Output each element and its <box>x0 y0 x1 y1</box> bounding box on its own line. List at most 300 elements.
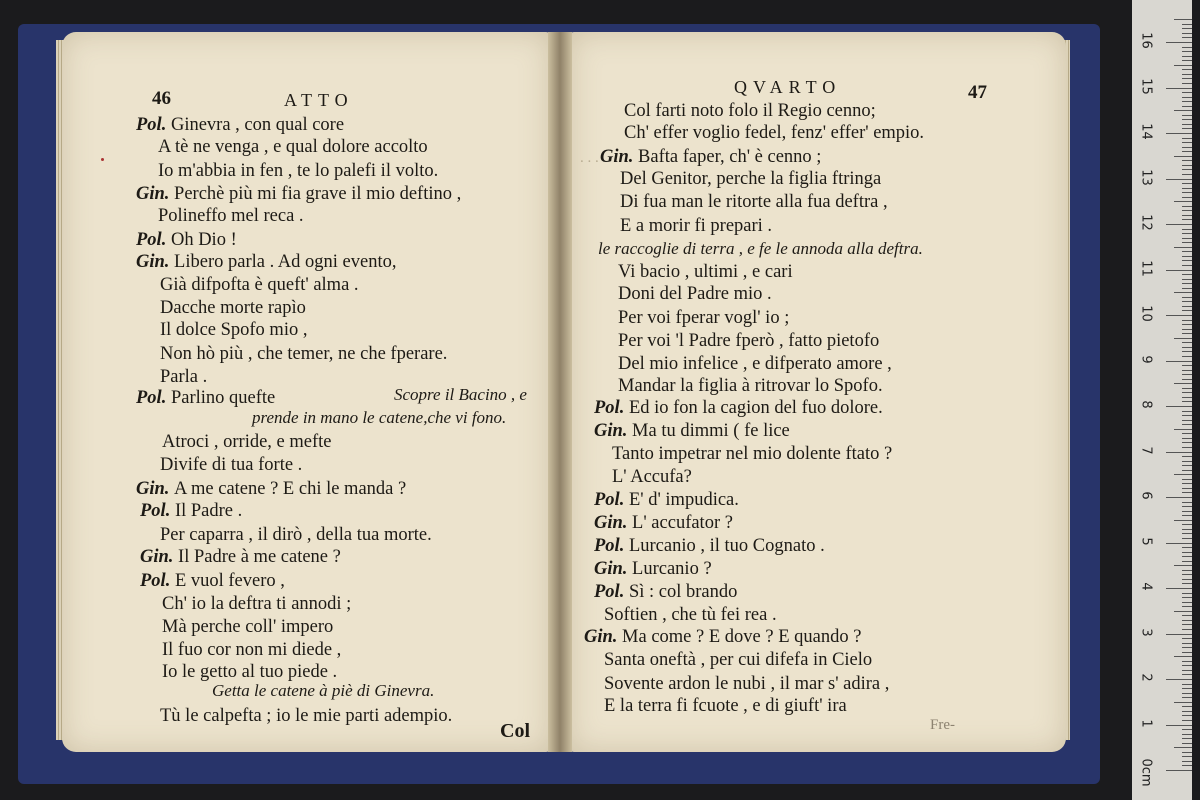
ruler-tick <box>1182 629 1192 630</box>
ruler-tick <box>1182 470 1192 471</box>
verse-text: Io le getto al tuo piede . <box>162 662 338 682</box>
ruler-tick <box>1166 315 1192 316</box>
ruler-tick <box>1182 729 1192 730</box>
ruler-tick <box>1182 242 1192 243</box>
ruler-tick <box>1182 561 1192 562</box>
verse-text: Vi bacio , ultimi , e cari <box>618 262 793 282</box>
verse-line <box>162 616 333 638</box>
ruler-tick <box>1182 370 1192 371</box>
verse-text: Polineffo mel reca . <box>158 206 304 226</box>
ruler-tick <box>1182 51 1192 52</box>
ruler-tick <box>1174 19 1192 20</box>
verse-line <box>158 160 438 182</box>
ruler-tick <box>1166 543 1192 544</box>
verse-line <box>604 673 889 695</box>
ruler-tick <box>1182 615 1192 616</box>
ruler-tick <box>1182 320 1192 321</box>
ruler-tick <box>1182 756 1192 757</box>
ruler-label: 12 <box>1138 214 1154 231</box>
verse-text: Io m'abbia in fen , te lo palefi il volto. <box>158 161 439 181</box>
ruler-tick <box>1182 160 1192 161</box>
verse-text: Tù le calpefta ; io le mie parti adempio. <box>160 706 453 726</box>
catchword: Fre- <box>930 717 955 733</box>
ruler-tick <box>1182 92 1192 93</box>
ruler-tick <box>1166 725 1192 726</box>
ruler-tick <box>1182 74 1192 75</box>
verse-text: Mà perche coll' impero <box>162 617 334 637</box>
catchword: Col <box>500 720 530 742</box>
verse-line <box>618 375 883 397</box>
speaker-label: Gin. <box>600 147 639 167</box>
verse-text: E a morir fi prepari . <box>620 216 773 236</box>
speaker-label: Gin. <box>136 252 175 272</box>
ruler-tick <box>1182 433 1192 434</box>
verse-line <box>160 343 447 365</box>
verse-text: Bafta faper, ch' è cenno ; <box>638 147 822 167</box>
verse-line <box>136 229 237 251</box>
ruler-label: 2 <box>1138 673 1154 682</box>
ruler-tick <box>1166 634 1192 635</box>
verse-text: Ginevra , con qual core <box>170 115 345 135</box>
ruler-tick <box>1182 138 1192 139</box>
ruler-tick <box>1182 37 1192 38</box>
verse-line <box>160 454 302 476</box>
ruler-tick <box>1174 520 1192 521</box>
verse-line <box>594 397 883 419</box>
ruler-tick <box>1182 415 1192 416</box>
speaker-label: Pol. <box>594 536 629 556</box>
ruler-tick <box>1182 556 1192 557</box>
ruler-tick <box>1182 524 1192 525</box>
ruler-tick <box>1182 351 1192 352</box>
verse-line <box>598 238 923 260</box>
ruler-tick <box>1182 174 1192 175</box>
ruler-tick <box>1182 706 1192 707</box>
ruler-tick <box>1166 270 1192 271</box>
ruler-tick <box>1182 229 1192 230</box>
verse-line <box>160 319 307 341</box>
verse-text: E' d' impudica. <box>628 490 739 510</box>
verse-text: Libero parla . Ad ogni evento, <box>174 252 397 272</box>
verse-line <box>160 274 359 296</box>
verse-text: Atroci , orride, e mefte <box>162 432 332 452</box>
ruler-tick <box>1182 688 1192 689</box>
verse-line <box>158 136 428 158</box>
ruler-tick <box>1174 201 1192 202</box>
ruler-tick <box>1182 219 1192 220</box>
verse-line <box>136 478 406 500</box>
verse-text: Il Padre . <box>174 501 243 521</box>
verse-text: Il dolce Spofo mio , <box>160 320 308 340</box>
ruler-tick <box>1182 752 1192 753</box>
verse-text: Perchè più mi fia grave il mio deftino , <box>174 184 462 204</box>
verse-text: E vuol fevero , <box>174 571 285 591</box>
ruler-tick <box>1182 502 1192 503</box>
ruler-tick <box>1182 251 1192 252</box>
ruler-tick <box>1182 119 1192 120</box>
ruler-tick <box>1182 456 1192 457</box>
verse-text: Ma come ? E dove ? E quando ? <box>622 627 862 647</box>
verse-line <box>140 570 285 592</box>
speaker-label: Gin. <box>136 184 175 204</box>
verse-text: Il fuo cor non mi diede , <box>162 640 342 660</box>
ruler-tick <box>1182 533 1192 534</box>
ruler-tick <box>1182 684 1192 685</box>
ruler-tick <box>1182 151 1192 152</box>
verse-line <box>618 261 793 283</box>
verse-line <box>624 100 876 122</box>
ruler-tick <box>1182 606 1192 607</box>
speaker-label: Gin. <box>594 421 633 441</box>
ruler-tick <box>1182 279 1192 280</box>
ruler-tick <box>1174 65 1192 66</box>
verse-line <box>136 183 461 205</box>
ruler-label: 3 <box>1138 627 1154 637</box>
verse-line <box>160 297 306 319</box>
ruler-tick <box>1182 128 1192 129</box>
speaker-label: Pol. <box>136 388 171 408</box>
ruler-tick <box>1182 347 1192 348</box>
ruler-tick <box>1174 338 1192 339</box>
ruler-tick <box>1182 28 1192 29</box>
ruler-label: 8 <box>1138 400 1154 409</box>
ruler-label: 4 <box>1138 582 1154 591</box>
ruler-tick <box>1174 429 1192 430</box>
verse-text: Per voi 'l Padre fperò , fatto pietofo <box>618 331 880 351</box>
ruler-tick <box>1182 547 1192 548</box>
ruler-tick <box>1182 374 1192 375</box>
ruler-label: 10 <box>1138 305 1154 322</box>
verse-line <box>136 251 397 273</box>
verse-line <box>612 466 692 488</box>
stage-direction: Scopre il Bacino , e <box>394 385 527 404</box>
verse-text: Ch' effer voglio fedel, fenz' effer' empio. <box>624 123 925 143</box>
ruler-tick <box>1182 511 1192 512</box>
verse-text: Col farti noto folo il Regio cenno; <box>624 101 876 121</box>
verse-line <box>594 558 712 580</box>
ruler-label: 9 <box>1138 354 1154 364</box>
ruler-tick <box>1182 647 1192 648</box>
ruler-label: 1 <box>1138 718 1154 728</box>
verse-line <box>162 639 341 661</box>
ruler-tick <box>1182 388 1192 389</box>
ruler-tick <box>1182 438 1192 439</box>
ruler-label: 13 <box>1138 168 1154 186</box>
speaker-label: Gin. <box>594 559 633 579</box>
ruler-tick <box>1166 361 1192 362</box>
verse-text: A tè ne venga , e qual dolore accolto <box>158 137 428 157</box>
ruler-tick <box>1174 565 1192 566</box>
ruler-tick <box>1182 602 1192 603</box>
verse-text: Ma tu dimmi ( fe lice <box>632 421 790 441</box>
ruler-tick <box>1182 765 1192 766</box>
verse-text: A me catene ? E chi le manda ? <box>174 479 407 499</box>
ruler-tick <box>1182 674 1192 675</box>
ruler-tick <box>1182 301 1192 302</box>
ruler-tick <box>1182 665 1192 666</box>
ruler-tick <box>1182 69 1192 70</box>
ruler-tick <box>1166 88 1192 89</box>
ruler-tick <box>1166 588 1192 589</box>
book-gutter <box>548 32 572 752</box>
right-page-header: QVARTO <box>734 77 842 97</box>
ruler-tick <box>1182 442 1192 443</box>
verse-line <box>618 330 879 352</box>
ruler-tick <box>1182 256 1192 257</box>
ruler-tick <box>1166 770 1192 771</box>
verse-line <box>618 283 772 305</box>
ruler-tick <box>1182 333 1192 334</box>
ruler-tick <box>1182 324 1192 325</box>
show-through: . . . <box>580 150 599 166</box>
ruler-tick <box>1182 711 1192 712</box>
ruler-tick <box>1182 715 1192 716</box>
ruler-tick <box>1182 183 1192 184</box>
ruler-tick <box>1182 233 1192 234</box>
ruler-tick <box>1182 238 1192 239</box>
ruler-tick <box>1182 734 1192 735</box>
ruler-tick <box>1166 133 1192 134</box>
ruler-tick <box>1182 188 1192 189</box>
ink-mark <box>101 158 104 161</box>
ruler-tick <box>1166 406 1192 407</box>
ruler-tick <box>1182 488 1192 489</box>
ruler-tick <box>1182 424 1192 425</box>
ruler-tick <box>1182 738 1192 739</box>
ruler-tick <box>1182 720 1192 721</box>
verse-line <box>600 146 821 168</box>
verse-text: Ed io fon la cagion del fuo dolore. <box>628 398 883 418</box>
verse-line <box>594 420 790 442</box>
verse-line <box>160 524 432 546</box>
ruler-label: 6 <box>1138 491 1154 500</box>
ruler-tick <box>1182 142 1192 143</box>
ruler-tick <box>1182 365 1192 366</box>
ruler-tick <box>1182 260 1192 261</box>
ruler-tick <box>1182 411 1192 412</box>
ruler-label: 14 <box>1138 123 1154 140</box>
verse-line <box>620 215 772 237</box>
ruler-tick <box>1182 215 1192 216</box>
verse-text: Del Genitor, perche la figlia ftringa <box>620 169 882 189</box>
verse-line <box>612 443 892 465</box>
measuring-ruler <box>1132 0 1192 800</box>
ruler-tick <box>1182 574 1192 575</box>
verse-text: Softien , che tù fei rea . <box>604 605 777 625</box>
verse-text: Parla . <box>160 367 208 387</box>
verse-line <box>162 431 332 453</box>
ruler-tick <box>1182 283 1192 284</box>
verse-text: Non hò più , che temer, ne che fperare. <box>160 344 448 364</box>
speaker-label: Pol. <box>594 582 629 602</box>
ruler-tick <box>1182 420 1192 421</box>
ruler-label: 11 <box>1138 259 1154 277</box>
ruler-tick <box>1182 392 1192 393</box>
verse-line <box>584 626 861 648</box>
ruler-tick <box>1182 147 1192 148</box>
ruler-tick <box>1174 156 1192 157</box>
ruler-tick <box>1166 179 1192 180</box>
ruler-tick <box>1182 593 1192 594</box>
verse-line <box>158 205 304 227</box>
ruler-label: 5 <box>1138 536 1154 546</box>
ruler-tick <box>1182 310 1192 311</box>
ruler-tick <box>1182 570 1192 571</box>
ruler-tick <box>1182 97 1192 98</box>
ruler-tick <box>1182 583 1192 584</box>
ruler-tick <box>1182 661 1192 662</box>
verse-line <box>140 500 242 522</box>
ruler-tick <box>1182 115 1192 116</box>
ruler-tick <box>1182 743 1192 744</box>
verse-line <box>594 489 739 511</box>
verse-text: Ch' io la deftra ti annodi ; <box>162 594 352 614</box>
ruler-tick <box>1182 697 1192 698</box>
speaker-label: Pol. <box>594 490 629 510</box>
ruler-tick <box>1182 643 1192 644</box>
verse-line <box>604 695 847 717</box>
verse-text: Sovente ardon le nubi , il mar s' adira , <box>604 674 890 694</box>
verse-text: Il Padre à me catene ? <box>178 547 341 567</box>
ruler-tick <box>1166 497 1192 498</box>
ruler-tick <box>1182 761 1192 762</box>
verse-text: Di fua man le ritorte alla fua deftra , <box>620 192 888 212</box>
verse-line <box>136 114 344 136</box>
ruler-tick <box>1182 288 1192 289</box>
verse-text: Del mio infelice , e difperato amore , <box>618 354 892 374</box>
ruler-tick <box>1182 492 1192 493</box>
verse-line <box>604 604 777 626</box>
ruler-tick <box>1182 106 1192 107</box>
verse-line <box>620 191 888 213</box>
ruler-tick <box>1182 515 1192 516</box>
ruler-tick <box>1182 47 1192 48</box>
verse-text: le raccoglie di terra , e fe le annoda alla deftra. <box>598 239 923 258</box>
ruler-tick <box>1182 638 1192 639</box>
ruler-label: 15 <box>1138 77 1154 95</box>
speaker-label: Gin. <box>136 479 175 499</box>
ruler-label: 0cm <box>1138 758 1154 787</box>
ruler-tick <box>1182 342 1192 343</box>
ruler-tick <box>1182 506 1192 507</box>
ruler-tick <box>1182 379 1192 380</box>
ruler-tick <box>1174 747 1192 748</box>
ruler-tick <box>1182 83 1192 84</box>
verse-line <box>618 307 789 329</box>
verse-text: Oh Dio ! <box>170 230 237 250</box>
ruler-tick <box>1166 42 1192 43</box>
verse-line <box>162 593 351 615</box>
ruler-tick <box>1182 447 1192 448</box>
speaker-label: Pol. <box>140 571 175 591</box>
stage-direction: Getta le catene à piè di Ginevra. <box>212 681 435 700</box>
ruler-tick <box>1182 479 1192 480</box>
verse-text: Sì : col brando <box>628 582 738 602</box>
verse-text: Tanto impetrar nel mio dolente ftato ? <box>612 444 893 464</box>
ruler-tick <box>1182 652 1192 653</box>
ruler-tick <box>1182 210 1192 211</box>
ruler-tick <box>1182 192 1192 193</box>
verse-text: Mandar la figlia à ritrovar lo Spofo. <box>618 376 883 396</box>
ruler-tick <box>1182 552 1192 553</box>
ruler-tick <box>1182 401 1192 402</box>
verse-line <box>618 353 892 375</box>
verse-line <box>604 649 872 671</box>
ruler-tick <box>1182 597 1192 598</box>
ruler-tick <box>1182 297 1192 298</box>
speaker-label: Pol. <box>594 398 629 418</box>
ruler-tick <box>1182 33 1192 34</box>
ruler-tick <box>1182 483 1192 484</box>
verse-text: Divife di tua forte . <box>160 455 303 475</box>
verse-text: L' accufator ? <box>632 513 733 533</box>
verse-line <box>160 705 452 727</box>
ruler-tick <box>1182 124 1192 125</box>
ruler-tick <box>1174 110 1192 111</box>
ruler-tick <box>1182 624 1192 625</box>
ruler-tick <box>1182 78 1192 79</box>
verse-line <box>624 122 924 144</box>
right-page-number: 47 <box>968 82 987 103</box>
ruler-tick <box>1174 474 1192 475</box>
ruler-tick <box>1182 274 1192 275</box>
ruler-tick <box>1182 356 1192 357</box>
ruler-tick <box>1182 397 1192 398</box>
ruler-tick <box>1182 169 1192 170</box>
ruler-tick <box>1182 693 1192 694</box>
ruler-tick <box>1174 656 1192 657</box>
verse-line <box>594 512 733 534</box>
speaker-label: Pol. <box>136 115 171 135</box>
ruler-tick <box>1182 101 1192 102</box>
verse-line <box>620 168 881 190</box>
ruler-tick <box>1174 383 1192 384</box>
verse-line <box>140 546 341 568</box>
ruler-tick <box>1166 224 1192 225</box>
verse-text: E la terra fi fcuote , e di giuft' ira <box>604 696 847 716</box>
ruler-tick <box>1182 329 1192 330</box>
ruler-tick <box>1174 611 1192 612</box>
verse-text: Doni del Padre mio . <box>618 284 772 304</box>
verse-text: Lurcanio , il tuo Cognato . <box>628 536 825 556</box>
verse-text: Per caparra , il dirò , della tua morte. <box>160 525 432 545</box>
ruler-tick <box>1182 306 1192 307</box>
ruler-tick <box>1182 538 1192 539</box>
speaker-label: Pol. <box>136 230 171 250</box>
left-page-number: 46 <box>152 88 171 109</box>
ruler-tick <box>1182 670 1192 671</box>
ruler-tick <box>1182 165 1192 166</box>
ruler-tick <box>1166 679 1192 680</box>
ruler-tick <box>1182 579 1192 580</box>
verse-line <box>136 387 275 409</box>
ruler-tick <box>1182 461 1192 462</box>
speaker-label: Gin. <box>594 513 633 533</box>
ruler-label: 7 <box>1138 445 1154 455</box>
stage-direction: prende in mano le catene,che vi fono. <box>252 408 507 427</box>
verse-text: Santa oneftà , per cui difefa in Cielo <box>604 650 873 670</box>
verse-text: Lurcanio ? <box>632 559 712 579</box>
ruler-tick <box>1182 197 1192 198</box>
ruler-tick <box>1174 292 1192 293</box>
verse-line <box>160 366 207 388</box>
ruler-tick <box>1182 465 1192 466</box>
ruler-tick <box>1182 56 1192 57</box>
ruler-tick <box>1182 60 1192 61</box>
ruler-tick <box>1182 529 1192 530</box>
ruler-tick <box>1182 620 1192 621</box>
speaker-label: Pol. <box>140 501 175 521</box>
